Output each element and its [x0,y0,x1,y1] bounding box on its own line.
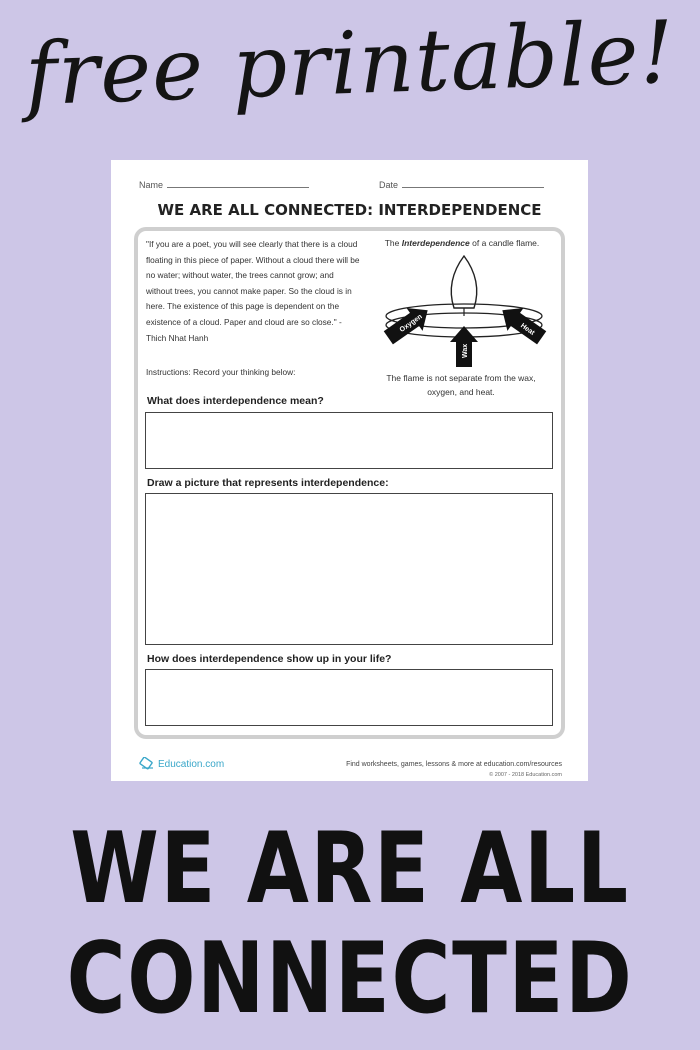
svg-text:Wax: Wax [462,343,469,358]
name-field [139,180,309,190]
diagram-note: The flame is not separate from the wax, oxygen, and heat. [386,373,536,397]
name-rule [167,187,309,188]
candle-flame-diagram [366,252,561,367]
caption-prefix: The [384,238,400,248]
oxygen-arrow-icon [380,299,435,349]
name-label: Name [139,180,164,190]
footer-copyright: © 2007 - 2018 Education.com [489,772,562,778]
pencil-logo-icon [139,757,155,771]
quote-text: "If you are a poet, you will see clearly that there is a cloud floating in this piece of paper. Without a cloud there will be no water; without water, the trees cannot grow; and without trees, you cannot make paper. So the cloud is in here. The existence of this page is dependent on the existence of a cloud. Paper and cloud are so close." - Thich Nhat Hanh [146,239,360,343]
wax-arrow-icon [450,326,478,367]
question-3: How does interdependence show up in your life? [147,653,392,665]
question-1: What does interdependence mean? [147,395,324,407]
answer-box-1 [145,412,553,469]
drawing-box [145,493,553,645]
worksheet-title: WE ARE ALL CONNECTED: INTERDEPENDENCE [157,201,542,219]
education-logo [139,757,224,771]
answer-box-3 [145,669,553,726]
question-2: Draw a picture that represents interdependence: [147,477,389,489]
brand-name: Education.com [158,758,225,770]
flame-icon [451,256,477,308]
date-field [379,180,544,190]
footer-text [346,759,562,781]
svg-text:Heat: Heat [519,322,536,337]
banner-title: free printable! [23,2,677,126]
date-rule [402,187,544,188]
footer-links: Find worksheets, games, lessons & more at education.com/resources [346,761,562,768]
instructions-text: Instructions: Record your thinking below: [146,367,296,377]
worksheet-preview [111,160,588,781]
diagram-caption [377,238,547,248]
headline-line-1: WE ARE ALL [70,812,630,926]
caption-emphasis: Interdependence [401,238,470,248]
date-label: Date [379,180,399,190]
headline-line-2: CONNECTED [66,922,634,1036]
svg-text:Oxygen: Oxygen [398,313,424,334]
caption-suffix: of a candle flame. [472,238,540,248]
